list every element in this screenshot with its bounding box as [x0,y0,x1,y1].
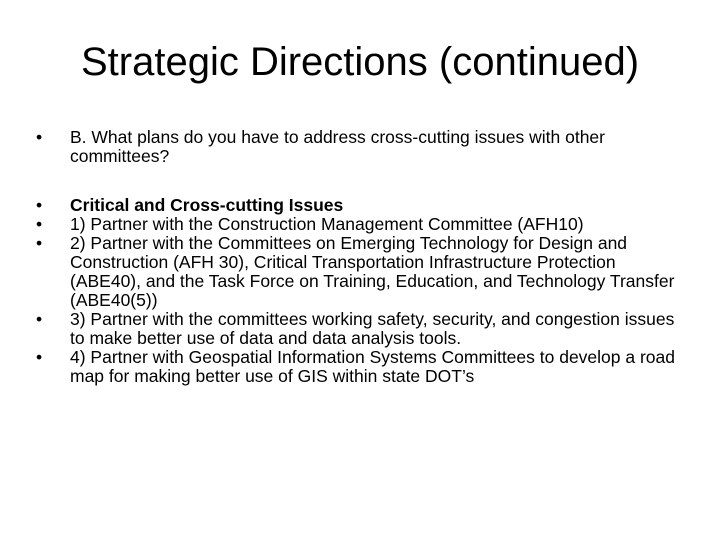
slide-title: Strategic Directions (continued) [80,40,640,84]
list-item [30,348,690,386]
bullet-dot-icon: • [36,127,43,147]
question-bullet [30,128,690,166]
list-item-text: 3) Partner with the committees working safety, security, and congestion issues to make better use of data and data analysis tools. [70,309,675,348]
list-item-text: 4) Partner with Geospatial Information Systems Committees to develop a road map for making better use of GIS within state DOT’s [70,347,675,386]
issues-heading: Critical and Cross-cutting Issues [70,195,344,215]
list-item [30,234,690,310]
question-text: B. What plans do you have to address cross-cutting issues with other committees? [70,127,605,166]
bullet-dot-icon: • [36,309,43,329]
bullet-dot-icon: • [36,195,43,215]
list-item [30,215,690,234]
question-list [30,128,690,166]
issues-list [30,196,690,386]
bullet-dot-icon: • [36,347,43,367]
list-item-text: 1) Partner with the Construction Management Committee (AFH10) [70,214,584,234]
list-item [30,310,690,348]
bullet-dot-icon: • [36,233,43,253]
list-item-text: 2) Partner with the Committees on Emerging Technology for Design and Construction (AFH 30), Critical Transportation Infrastructure Protection (ABE40), and the Task Force on Training, Education, and Technology Transfer (ABE40(5)) [70,233,675,310]
bullet-dot-icon: • [36,214,43,234]
issues-heading-bullet [30,196,690,215]
